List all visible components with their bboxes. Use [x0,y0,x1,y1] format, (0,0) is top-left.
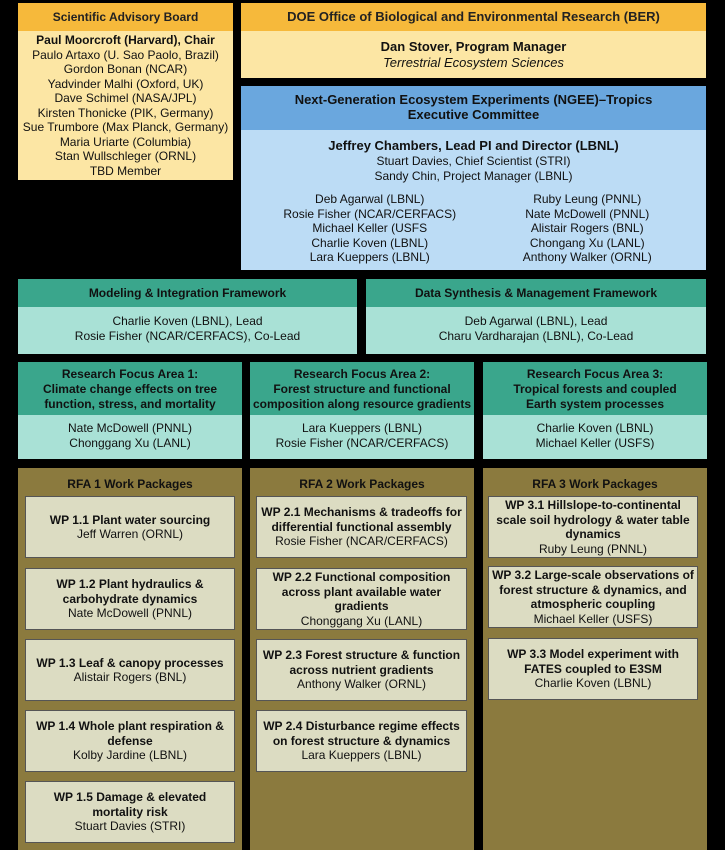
work-package-box [488,638,698,700]
work-package-title: WP 2.4 Disturbance regime effects [263,719,460,734]
work-package-title: defense [107,733,153,748]
data-framework-box [366,279,706,354]
advisory-board-member: TBD Member [89,163,162,178]
rfa-title [483,362,707,415]
advisory-board-member: Kirsten Thonicke (PIK, Germany) [37,105,214,120]
work-packages-title: RFA 1 Work Packages [67,477,193,491]
work-package-box [25,710,235,772]
executive-right-column [479,192,707,265]
ber-manager: Dan Stover, Program Manager [380,39,567,54]
work-package-title: across plant available water [281,584,442,599]
executive-member: Lara Kueppers (LBNL) [309,250,430,264]
rfa-title-line: Research Focus Area 3: [526,367,664,381]
rfa-title [18,362,242,415]
rfa-title-line: Forest structure and functional [273,382,451,396]
work-package-lead: Jeff Warren (ORNL) [76,527,184,541]
work-package-box [256,639,467,701]
work-package-box [25,496,235,558]
work-package-box [25,781,235,843]
executive-member: Michael Keller (USFS [312,221,428,235]
rfa-lead: Chonggang Xu (LANL) [69,435,191,450]
work-package-title: scale soil hydrology & water table [496,512,690,527]
work-package-title: WP 2.2 Functional composition [272,570,451,584]
executive-member: Rosie Fisher (NCAR/CERFACS) [283,206,457,221]
work-package-box [256,496,467,558]
executive-member: Nate McDowell (PNNL) [525,206,650,221]
work-package-title: WP 1.1 Plant water sourcing [49,512,211,527]
work-package-lead: Stuart Davies (STRI) [74,819,186,834]
work-package-lead: Nate McDowell (PNNL) [67,606,193,621]
rfa-lead: Lara Kueppers (LBNL) [301,421,423,435]
work-package-box [25,639,235,701]
executive-title-line2: Executive Committee [407,107,540,122]
executive-project-manager: Sandy Chin, Project Manager (LBNL) [374,168,573,183]
advisory-board-member: Yadvinder Malhi (Oxford, UK) [47,76,204,91]
work-package-title: WP 1.4 Whole plant respiration & [36,719,224,734]
framework-lead: Deb Agarwal (LBNL), Lead [464,314,608,328]
advisory-board-member: Stan Wullschleger (ORNL) [54,149,197,163]
rfa-title [250,362,474,415]
rfa-lead: Charlie Koven (LBNL) [536,421,654,435]
rfa-lead: Michael Keller (USFS) [535,435,655,450]
work-package-title: forest structure & dynamics, and [499,582,687,597]
work-package-lead: Kolby Jardine (LBNL) [72,748,188,763]
ber-title: DOE Office of Biological and Environmental Research (BER) [241,3,706,31]
work-packages-title: RFA 3 Work Packages [532,477,658,491]
rfa-2-work-packages [250,468,474,850]
executive-member: Charlie Koven (LBNL) [311,235,429,250]
rfa-3-work-packages [483,468,707,850]
work-package-title: across nutrient gradients [289,662,434,677]
framework-title: Data Synthesis & Management Framework [366,279,706,307]
work-package-box [256,568,467,630]
rfa-1-box [18,362,242,459]
advisory-board-chair: Paul Moorcroft (Harvard), Chair [36,33,215,47]
work-package-lead: Anthony Walker (ORNL) [297,677,426,692]
work-package-box [256,710,467,772]
work-package-lead: Rosie Fisher (NCAR/CERFACS) [275,534,448,549]
work-package-title: differential functional assembly [271,519,452,534]
work-package-title: mortality risk [92,804,168,819]
work-package-box [25,568,235,630]
work-package-box [488,496,698,558]
work-package-title: carbohydrate dynamics [62,591,198,606]
rfa-3-box [483,362,707,459]
work-package-box [488,566,698,628]
executive-member: Alistair Rogers (BNL) [530,221,644,235]
executive-committee-title [241,86,706,130]
advisory-board-title: Scientific Advisory Board [18,3,233,31]
work-package-title: WP 3.2 Large-scale observations of [492,568,694,582]
executive-member: Deb Agarwal (LBNL) [315,192,425,206]
executive-member: Ruby Leung (PNNL) [533,192,642,206]
modeling-framework-box [18,279,357,354]
work-package-title: WP 1.5 Damage & elevated [53,790,207,805]
rfa-title-line: composition along resource gradients [252,397,472,411]
executive-member-columns [241,192,706,265]
framework-colead: Charu Vardharajan (LBNL), Co-Lead [438,328,634,343]
work-package-lead: Ruby Leung (PNNL) [538,541,648,556]
rfa-title-line: Climate change effects on tree [42,382,218,396]
work-package-title: gradients [334,599,389,613]
work-package-title: on forest structure & dynamics [272,733,451,748]
executive-member: Chongang Xu (LANL) [529,235,645,250]
work-package-lead: Michael Keller (USFS) [533,611,653,626]
work-packages-title: RFA 2 Work Packages [299,477,425,491]
work-package-title: FATES coupled to E3SM [524,661,662,676]
work-package-title: WP 1.3 Leaf & canopy processes [36,655,224,670]
rfa-title-line: function, stress, and mortality [44,397,216,411]
work-package-title: WP 2.3 Forest structure & function [262,648,461,663]
work-package-title: WP 3.1 Hillslope-to-continental [505,498,681,512]
framework-colead: Rosie Fisher (NCAR/CERFACS), Co-Lead [74,328,301,343]
work-package-lead: Lara Kueppers (LBNL) [301,748,422,763]
work-package-lead: Alistair Rogers (BNL) [73,670,187,684]
rfa-2-box [250,362,474,459]
executive-lead: Jeffrey Chambers, Lead PI and Director (LBNL) [328,138,619,153]
advisory-board-member: Maria Uriarte (Columbia) [59,134,192,149]
advisory-board-member: Sue Trumbore (Max Planck, Germany) [22,120,229,134]
work-package-lead: Charlie Koven (LBNL) [534,676,652,691]
rfa-title-line: Earth system processes [525,397,665,411]
work-package-title: WP 1.2 Plant hydraulics & [56,577,204,592]
rfa-lead: Nate McDowell (PNNL) [67,421,193,435]
advisory-board-member: Dave Schimel (NASA/JPL) [54,91,197,105]
advisory-board-member: Paulo Artaxo (U. Sao Paolo, Brazil) [32,47,219,62]
executive-committee-box [241,86,706,270]
advisory-board-box [18,3,233,180]
work-package-title: WP 2.1 Mechanisms & tradeoffs for [261,505,462,520]
rfa-title-line: Research Focus Area 2: [293,367,431,381]
work-package-title: dynamics [565,527,621,541]
ber-box [241,3,706,78]
rfa-title-line: Tropical forests and coupled [513,382,677,396]
executive-left-column [241,192,479,265]
executive-title-line1: Next-Generation Ecosystem Experiments (NGEE)–Tropics [294,92,653,107]
executive-member: Anthony Walker (ORNL) [522,250,652,264]
executive-chief-scientist: Stuart Davies, Chief Scientist (STRI) [376,154,571,168]
rfa-1-work-packages [18,468,242,850]
advisory-board-member: Gordon Bonan (NCAR) [63,62,188,76]
framework-lead: Charlie Koven (LBNL), Lead [112,314,263,328]
work-package-lead: Chonggang Xu (LANL) [300,613,423,628]
ber-program: Terrestrial Ecosystem Sciences [383,55,564,70]
rfa-title-line: Research Focus Area 1: [61,367,199,381]
rfa-lead: Rosie Fisher (NCAR/CERFACS) [275,435,449,450]
work-package-title: atmospheric coupling [530,597,656,611]
framework-title: Modeling & Integration Framework [18,279,357,307]
work-package-title: WP 3.3 Model experiment with [507,647,679,662]
